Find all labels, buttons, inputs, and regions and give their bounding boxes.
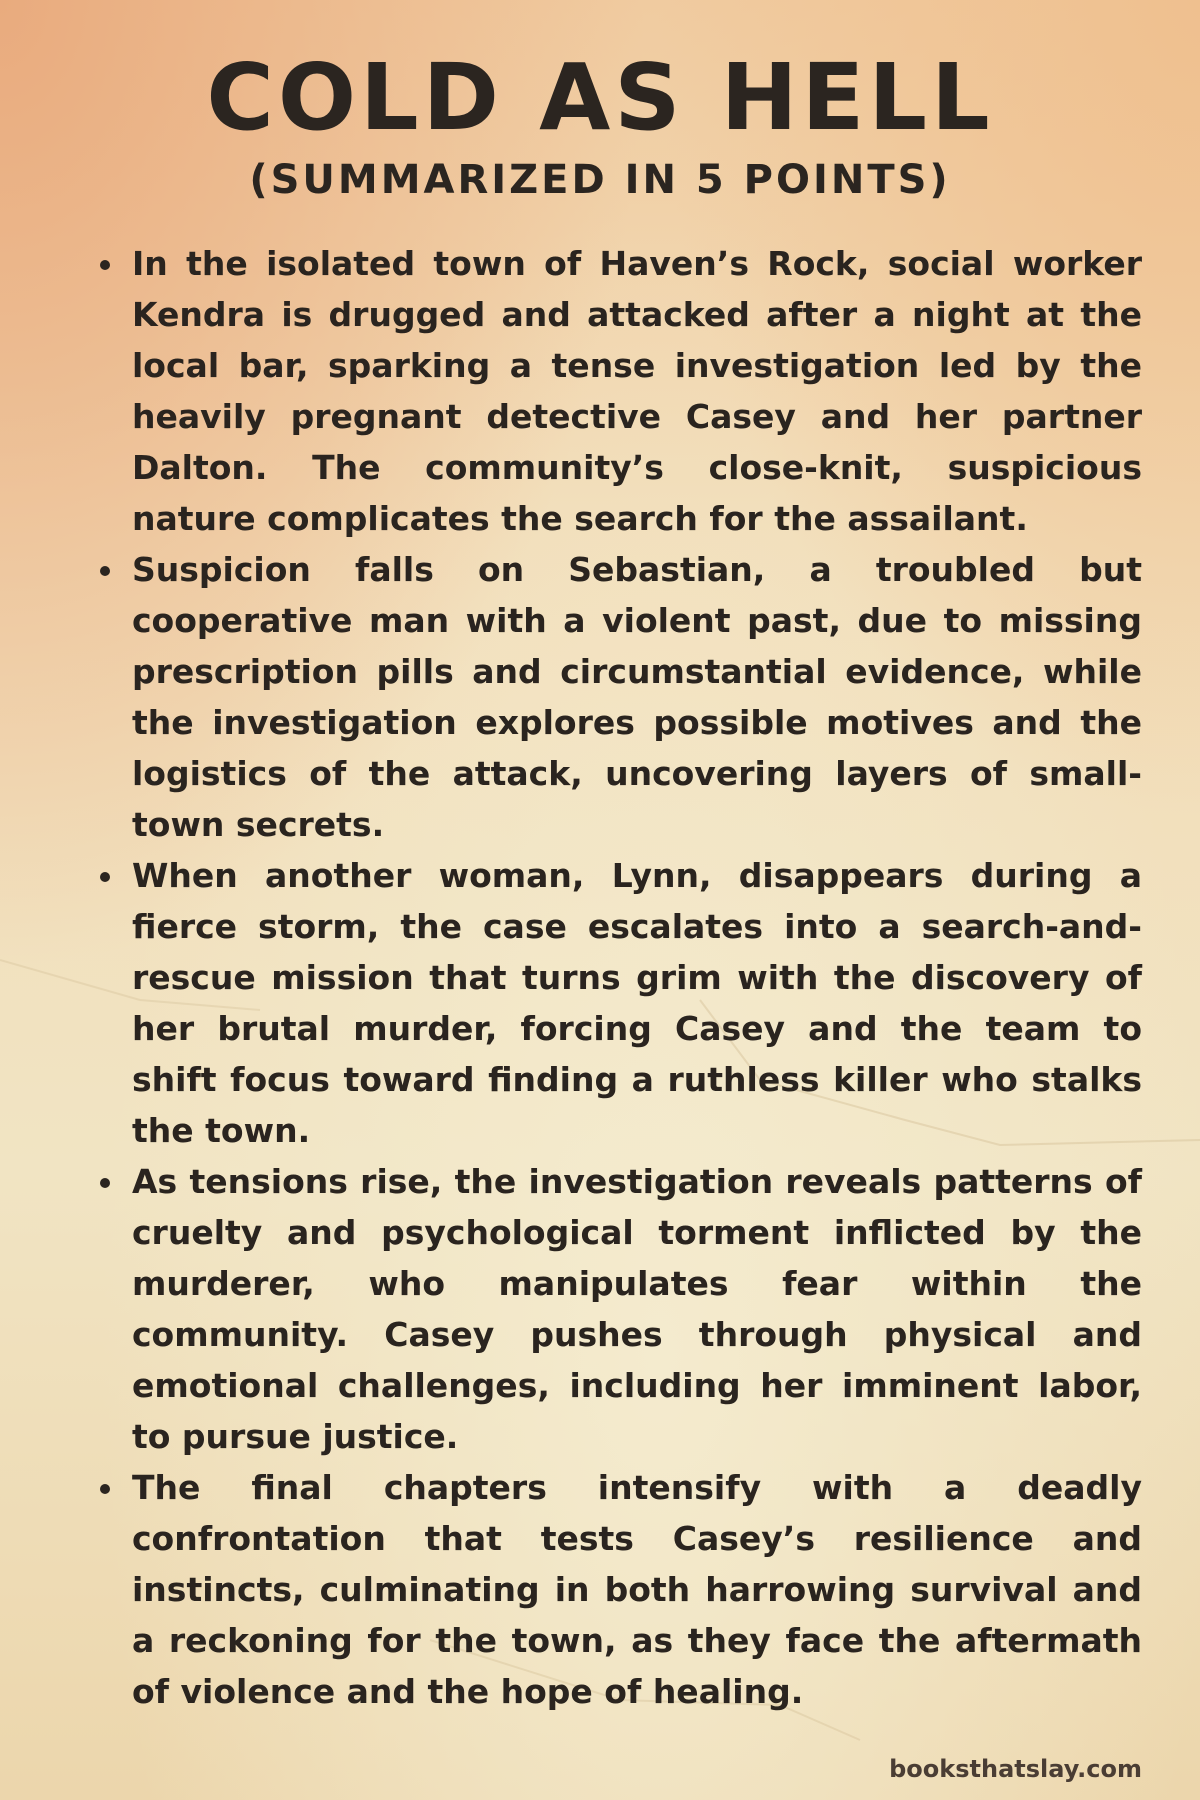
bullet-icon [100,872,110,882]
summary-point-text: As tensions rise, the investigation reveals patterns of cruelty and psychological torment inflicted by the murderer, who manipulates fear within the community. Casey pushes through physical and emotional challenges, including her imminent labor, to pursue justice. [132,1162,1142,1456]
bullet-icon [100,1484,110,1494]
summary-point-4 [98,1156,1142,1462]
summary-point-2 [98,544,1142,850]
summary-point-3 [98,850,1142,1156]
summary-point-1 [98,238,1142,544]
site-watermark: booksthatslay.com [889,1755,1142,1783]
summary-point-5 [98,1462,1142,1717]
bullet-icon [100,260,110,270]
bullet-icon [100,566,110,576]
page-title: COLD AS HELL [206,44,994,151]
page-subtitle: (SUMMARIZED IN 5 POINTS) [249,157,951,203]
bullet-icon [100,1178,110,1188]
summary-point-text: When another woman, Lynn, disappears during a fierce storm, the case escalates into a search-and-rescue mission that turns grim with the discovery of her brutal murder, forcing Casey and the team to shift focus toward finding a ruthless killer who stalks the town. [132,856,1142,1150]
summary-points-list [98,238,1142,1717]
summary-point-text: The final chapters intensify with a deadly confrontation that tests Casey’s resilience and instincts, culminating in both harrowing survival and a reckoning for the town, as they face the aftermath of violence and the hope of healing. [132,1468,1142,1711]
summary-point-text: Suspicion falls on Sebastian, a troubled but cooperative man with a violent past, due to missing prescription pills and circumstantial evidence, while the investigation explores possible motives and the logistics of the attack, uncovering layers of small-town secrets. [132,550,1142,844]
summary-point-text: In the isolated town of Haven’s Rock, social worker Kendra is drugged and attacked after a night at the local bar, sparking a tense investigation led by the heavily pregnant detective Casey and her partner Dalton. The community’s close-knit, suspicious nature complicates the search for the assailant. [132,244,1142,538]
